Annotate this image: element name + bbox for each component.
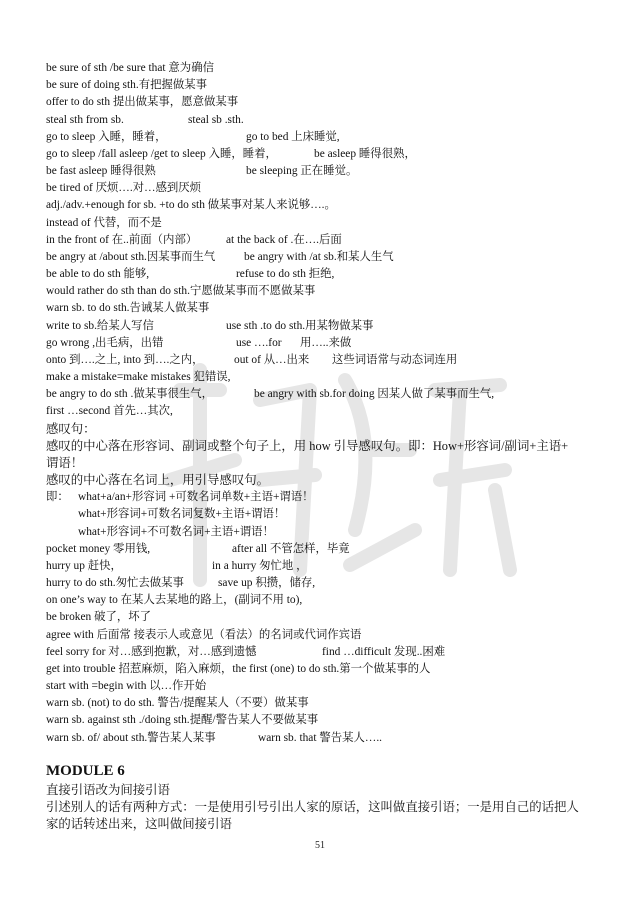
phrase: warn sb. of/ about sth.警告某人某事 xyxy=(46,732,216,744)
phrase: 感叹的中心落在名词上，用引导感叹句。 xyxy=(46,473,270,487)
section-heading: 感叹句： xyxy=(46,422,96,436)
phrase: what+形容词+可数名词复数+主语+谓语！ xyxy=(78,508,286,520)
paragraph-line: 引述别人的话有两种方式：一是使用引号引出人家的原话，这叫做直接引语；一是用自己的话把人 xyxy=(46,800,579,814)
phrase: instead of 代替，而不是 xyxy=(46,217,162,229)
phrase: be able to do sth 能够, xyxy=(46,268,150,280)
phrase: warn sb. against sth ./doing sth.提醒/警告某人不要做某事 xyxy=(46,714,319,726)
phrase: be sure of sth /be sure that 意为确信 xyxy=(46,62,214,74)
phrase: agree with 后面常 接表示人或意见（看法）的名词或代词作宾语 xyxy=(46,629,362,641)
phrase: be angry with /at sb.和某人生气 xyxy=(244,251,394,263)
phrase: 这些词语常与动态词连用 xyxy=(332,354,458,366)
paragraph-line: 家的话转述出来，这叫做间接引语 xyxy=(46,817,232,831)
phrase: refuse to do sth 拒绝, xyxy=(236,268,335,280)
phrase: steal sth from sb. xyxy=(46,114,124,126)
phrase: go to bed 上床睡觉, xyxy=(246,131,340,143)
phrase: write to sb.给某人写信 xyxy=(46,320,154,332)
phrase: in the front of 在..前面（内部） xyxy=(46,234,198,246)
phrase: after all 不管怎样，毕竟 xyxy=(232,543,350,555)
module-title: MODULE 6 xyxy=(46,763,125,779)
phrase: be asleep 睡得很熟， xyxy=(314,148,416,160)
phrase: go to sleep /fall asleep /get to sleep 入睡，睡着， xyxy=(46,148,277,160)
phrase: in a hurry 匆忙地 ， xyxy=(212,560,308,572)
phrase: make a mistake=make mistakes 犯错误, xyxy=(46,371,231,383)
phrase: hurry to do sth.匆忙去做某事 xyxy=(46,577,184,589)
phrase: adj./adv.+enough for sb. +to do sth 做某事对某人来说够….。 xyxy=(46,199,336,211)
phrase: find …difficult 发现..困难 xyxy=(322,646,446,658)
phrase: pocket money 零用钱, xyxy=(46,543,151,555)
phrase: use ….for xyxy=(236,337,282,349)
phrase: feel sorry for 对…感到抱歉，对…感到遗憾 xyxy=(46,646,257,658)
phrase: on one’s way to 在某人去某地的路上，(副词不用 to), xyxy=(46,594,303,606)
phrase: warn sb. that 警告某人….. xyxy=(258,732,383,744)
phrase: get into trouble 招惹麻烦，陷入麻烦，the first (one) to do sth.第一个做某事的人 xyxy=(46,663,431,675)
phrase: first …second 首先…其次, xyxy=(46,405,173,417)
phrase: be sure of doing sth.有把握做某事 xyxy=(46,79,208,91)
phrase: 即： xyxy=(46,491,69,503)
phrase: offer to do sth 提出做某事，愿意做某事 xyxy=(46,96,239,108)
phrase: go to sleep 入睡，睡着， xyxy=(46,131,167,143)
phrase: 用…..来做 xyxy=(300,337,352,349)
phrase: what+a/an+形容词 +可数名词单数+主语+谓语！ xyxy=(78,491,314,503)
phrase: warn sb. (not) to do sth. 警告/提醒某人（不要）做某事 xyxy=(46,697,309,709)
section-heading: 直接引语改为间接引语 xyxy=(46,783,170,797)
phrase: save up 积攒，储存, xyxy=(218,577,316,589)
phrase: steal sb .sth. xyxy=(188,114,244,126)
phrase: go wrong ,出毛病，出错 xyxy=(46,337,164,349)
phrase: be tired of 厌烦….对…感到厌烦 xyxy=(46,182,202,194)
phrase: hurry up 赶快， xyxy=(46,560,122,572)
phrase: be broken 破了，坏了 xyxy=(46,611,152,623)
phrase: at the back of .在….后面 xyxy=(226,234,342,246)
phrase: onto 到….之上, into 到….之内， xyxy=(46,354,204,366)
phrase: warn sb. to do sth.告诫某人做某事 xyxy=(46,302,210,314)
phrase: would rather do sth than do sth.宁愿做某事而不愿做某事 xyxy=(46,285,316,297)
phrase: start with =begin with 以…作开始 xyxy=(46,680,207,692)
page-number: 51 xyxy=(315,840,325,851)
phrase: be angry to do sth .做某事很生气， xyxy=(46,388,214,400)
phrase: out of 从…出来 xyxy=(234,354,310,366)
phrase: what+形容词+不可数名词+主语+谓语！ xyxy=(78,526,274,538)
phrase: be sleeping 正在睡觉。 xyxy=(246,165,358,177)
phrase: 感叹的中心落在形容词、副词或整个句子上，用 how 引导感叹句。即：How+形容词/副词+主语+ xyxy=(46,439,569,453)
phrase: be fast asleep 睡得很熟 xyxy=(46,165,156,177)
phrase: be angry with sb.for doing 因某人做了某事而生气, xyxy=(254,388,495,400)
phrase: be angry at /about sth.因某事而生气 xyxy=(46,251,216,263)
phrase: 谓语！ xyxy=(46,456,84,470)
phrase: use sth .to do sth.用某物做某事 xyxy=(226,320,374,332)
